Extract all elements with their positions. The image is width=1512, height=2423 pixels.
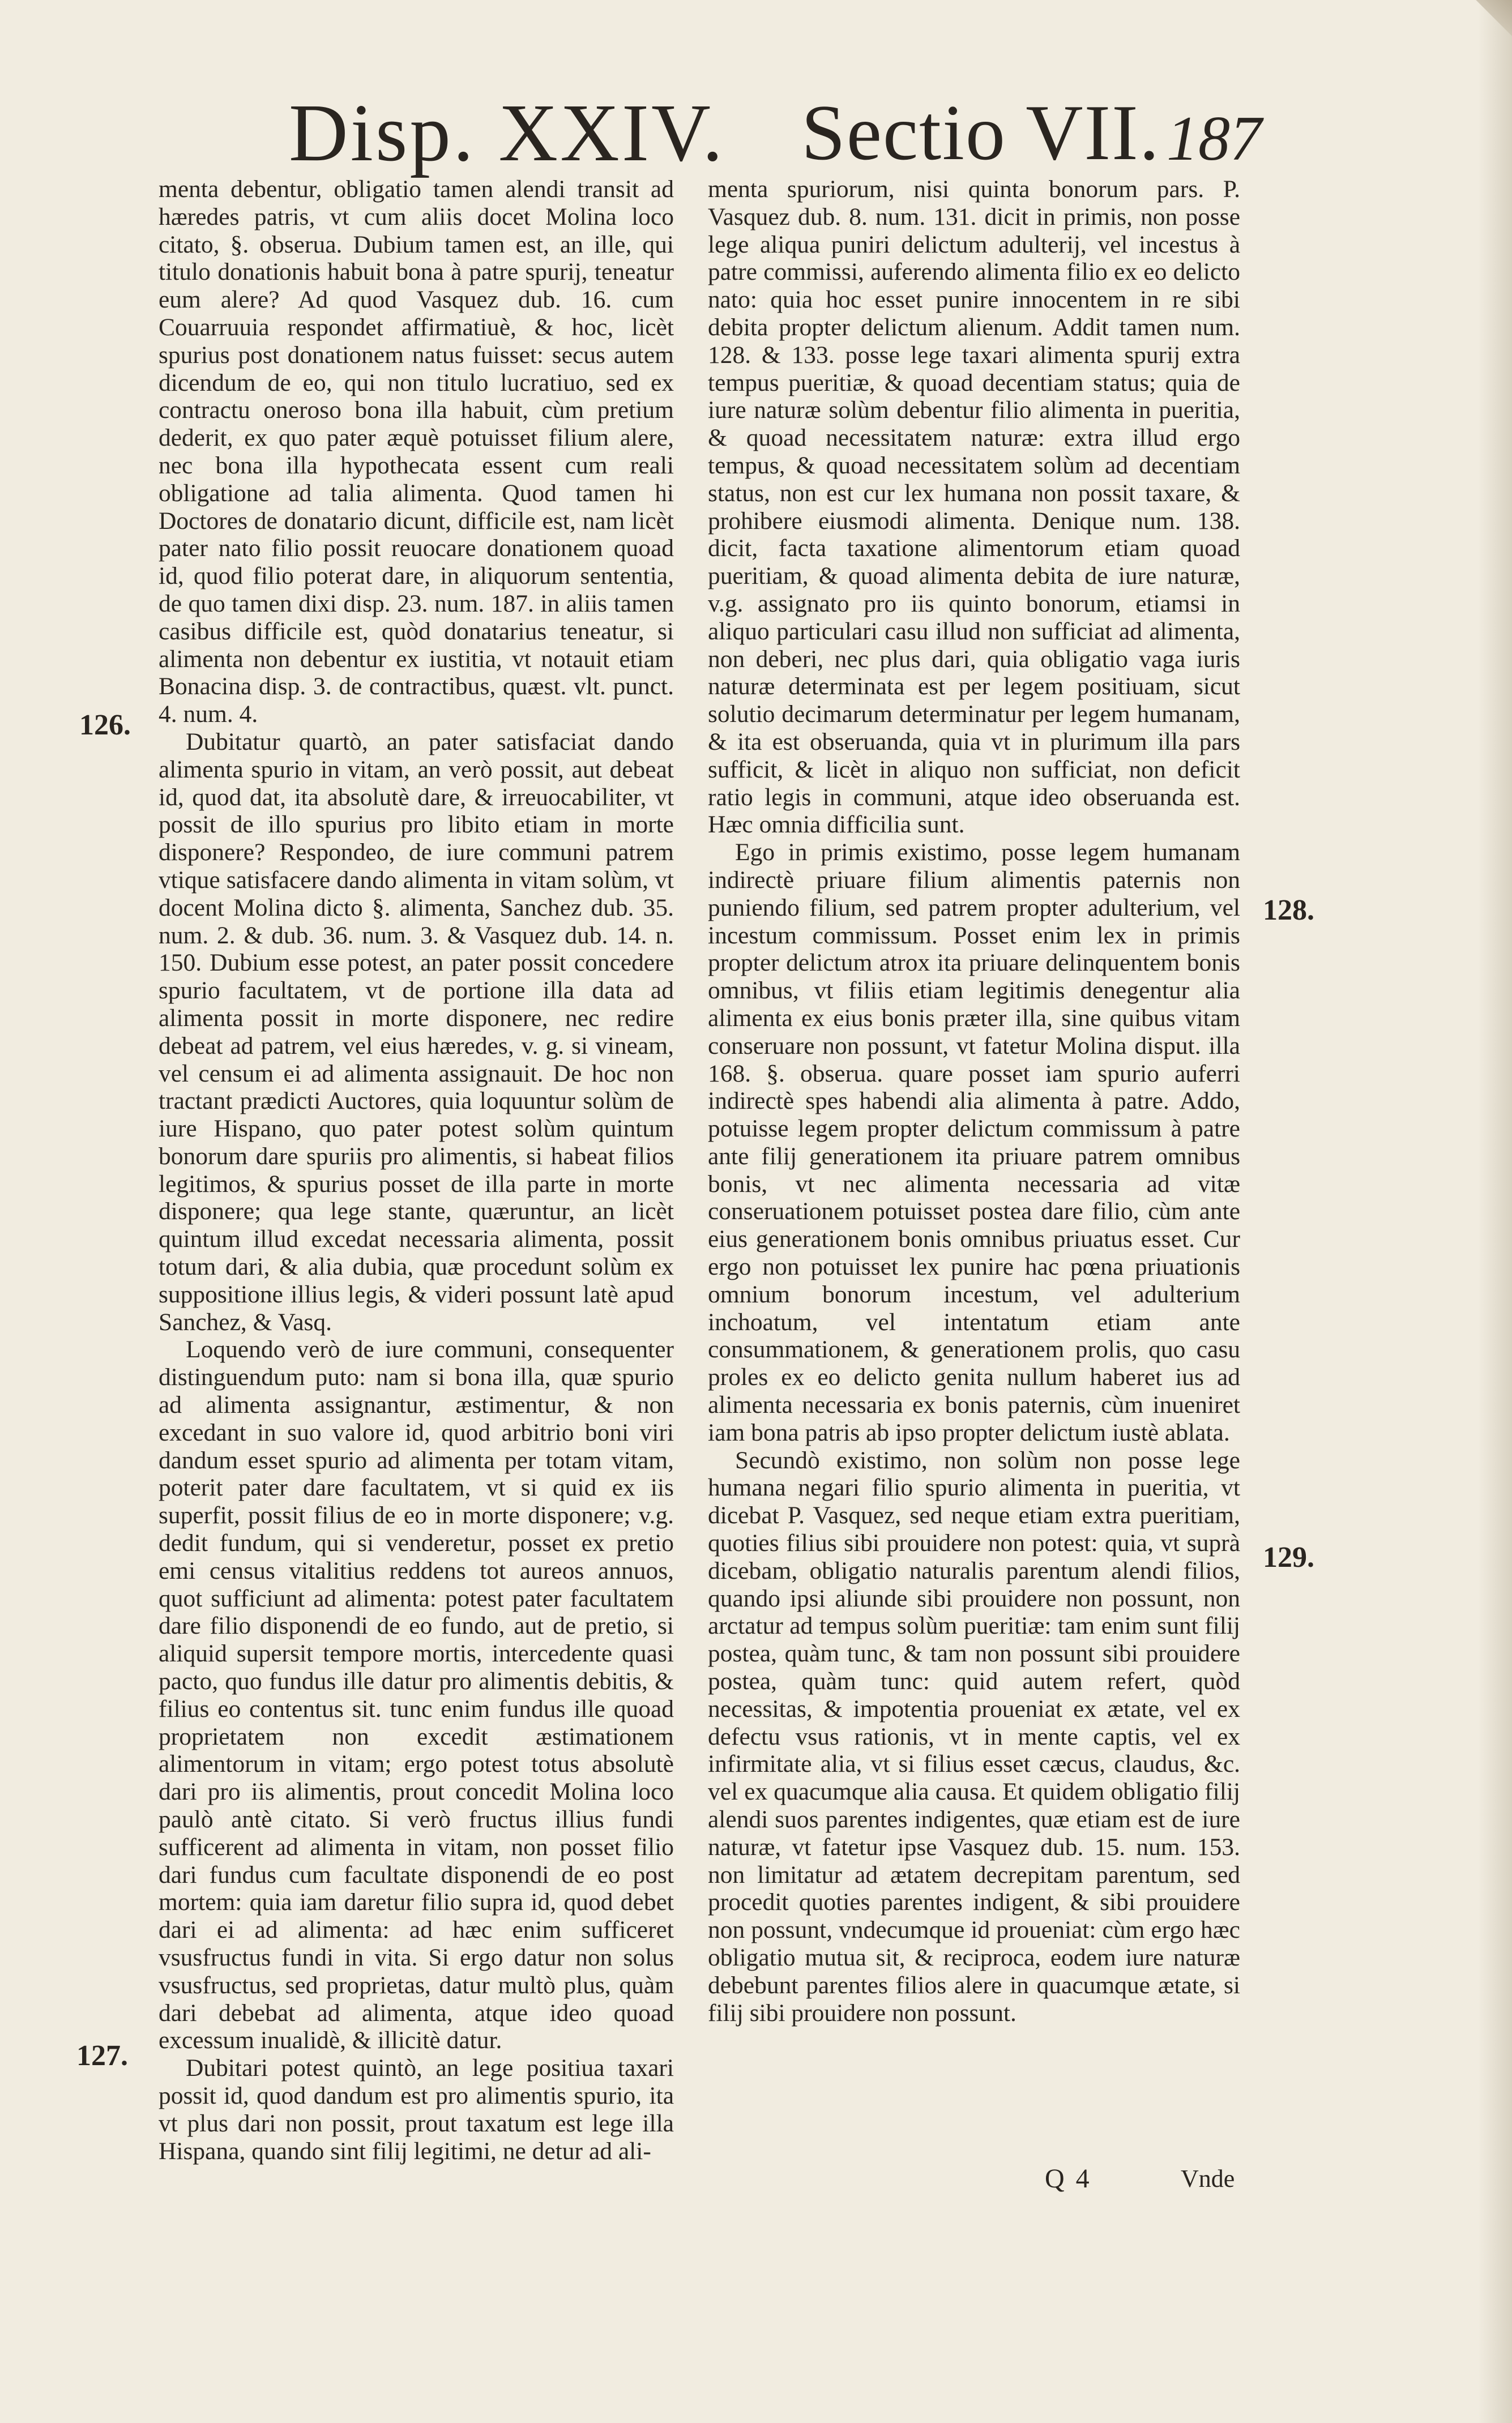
paragraph: Dubitari potest quintò, an lege positiua taxari possit id, quod dandum est pro alimentis spurio, ita vt plus dari non possit, prout taxatum est lege illa Hispana, quando sint filij legitimi, ne detur ad ali- — [159, 2054, 674, 2165]
paragraph: Ego in primis existimo, posse legem humanam indirectè priuare filium alimentis paternis non puniendo filium, sed patrem propter adulterium, vel incestum commissum. Posset enim lex in primis propter delictum atrox ita priuare delinquentem bonis omnibus, vt filiis etiam legitimis denegentur alia alimenta ex eius bonis præter illa, sine quibus vitam conseruare non possunt, vt fatetur Molina disput. illa 168. §. obserua. quare posset iam spurio auferri indirectè spes habendi alia alimenta à patre. Addo, potuisse legem propter delictum commissum à patre ante filij generationem ita priuare patrem omnibus bonis, vt nec alimenta necessaria ad vitæ conseruationem potuisset postea dare filio, cùm ante eius generationem bonis omnibus priuatus esset. Cur ergo non potuisset lex punire hac pœna priuationis omnium bonorum incestum, vel adulterium inchoatum, vel intentatum etiam ante consummationem, & generationem prolis, quo casu proles ex eo delicto genita nullum haberet ius ad alimenta necessaria ex bonis paternis, cùm inueniret iam bona patris ab ipso propter delictum iustè ablata. — [708, 839, 1240, 1446]
running-header — [0, 85, 1512, 181]
margin-number-126: 126. — [79, 709, 131, 741]
header-section: Sectio VII. — [801, 89, 1160, 177]
paragraph: Loquendo verò de iure communi, consequenter distinguendum puto: nam si bona illa, quæ spurio ad alimenta assignantur, æstimentur, & non excedant in suo valore id, quod arbitrio boni viri dandum esset spurio ad alimenta per totam vitam, poterit pater dare facultatem, vt si quid ex iis superfit, possit filius de eo in morte disponere; v.g. dedit fundum, qui si venderetur, posset ex pretio emi census vitalitius reddens tot aureos annuos, quot sufficiunt ad alimenta: potest pater facultatem dare filio disponendi de eo fundo, aut de pretio, si aliquid supersit tempore mortis, intercedente quasi pacto, quo fundus ille datur pro alimentis debitis, & filius eo contentus sit. tunc enim fundus ille quoad proprietatem non excedit æstimationem alimentorum in vitam; ergo potest totus absolutè dari pro iis alimentis, prout concedit Molina loco paulò antè citato. Si verò fructus illius fundi sufficerent ad alimenta in vitam, non posset filio dari fundus cum facultate disponendi de eo post mortem: quia iam daretur filio supra id, quod debet dari ei ad alimenta: ad hæc enim sufficeret vsusfructus fundi in vita. Si ergo datur non solus vsusfructus, sed proprietas, datur multò plus, quàm dari debebat ad alimenta, atque ideo quoad excessum inualidè, & illicitè datur. — [159, 1336, 674, 2054]
page-corner-fold — [1472, 0, 1512, 40]
paragraph: Dubitatur quartò, an pater satisfaciat dando alimenta spurio in vitam, an verò possit, aut debeat id, quod dat, ita absolutè dare, & irreuocabiliter, vt possit de illo spurius pro libito etiam in morte disponere? Respondeo, de iure communi patrem vtique satisfacere dando alimenta in vitam solùm, vt docent Molina dicto §. alimenta, Sanchez dub. 35. num. 2. & dub. 36. num. 3. & Vasquez dub. 14. n. 150. Dubium esse potest, an pater possit concedere spurio facultatem, vt de portione illa data ad alimenta possit in morte disponere, nec redire debeat ad patrem, vel eius hæredes, v. g. si vineam, vel censum ei ad alimenta assignauit. De hoc non tractant prædicti Auctores, quia loquuntur solùm de iure Hispano, quo pater potest solùm quintum bonorum dare spuriis pro alimentis, si habeat filios legitimos, & spurius posset de illa parte in morte disponere; qua lege stante, quæruntur, an licèt quintum illud excedat necessaria alimenta, possit totum dari, & alia dubia, quæ procedunt solùm ex suppositione illius legis, & videri possunt latè apud Sanchez, & Vasq. — [159, 728, 674, 1336]
right-column — [708, 176, 1240, 2027]
margin-number-128: 128. — [1263, 894, 1314, 926]
page-edge-shadow — [1478, 0, 1512, 2423]
margin-number-129: 129. — [1263, 1541, 1314, 1574]
paragraph: menta spuriorum, nisi quinta bonorum pars. P. Vasquez dub. 8. num. 131. dicit in primis, non posse lege aliqua puniri delictum adulterij, vel incestus à patre commissi, auferendo alimenta filio ex eo delicto nato: quia hoc esset punire innocentem in re sibi debita propter delictum alienum. Addit tamen num. 128. & 133. posse lege taxari alimenta spurij extra tempus pueritiæ, & quoad decentiam status; quia de iure naturæ solùm debentur filio alimenta in pueritia, & quoad necessitatem naturæ: extra illud ergo tempus, & quoad necessitatem solùm ad decentiam status, non est cur lex humana non possit taxare, & prohibere eiusmodi alimenta. Denique num. 138. dicit, facta taxatione alimentorum etiam quoad pueritiam, & quoad alimenta debita de iure naturæ, v.g. assignato pro iis quinto bonorum, etiamsi in aliquo particulari casu illud non sufficiat ad alimenta, non deberi, nec plus dari, quia obligatio vaga iuris naturæ determinata est per legem positiuam, sicut solutio decimarum determinatur per legem humanam, & ita est obseruanda, quia vt in plurimum illa pars sufficit, & licèt in aliquo non sufficiat, non deficit ratio legis in communi, atque ideo obseruanda est. Hæc omnia difficilia sunt. — [708, 176, 1240, 839]
left-column — [159, 176, 674, 2165]
margin-number-127: 127. — [76, 2040, 128, 2072]
signature-mark: Q 4 — [1045, 2164, 1092, 2194]
paragraph: Secundò existimo, non solùm non posse lege humana negari filio spurio alimenta in pueritia, vt dicebat P. Vasquez, sed neque etiam extra pueritiam, quoties filius sibi prouidere non potest: quia, vt suprà dicebam, obligatio naturalis parentum alendi filios, quando ipsi aliunde sibi prouidere non possunt, non arctatur ad tempus solùm pueritiæ: tam enim sunt filij postea, quàm tunc, & tam non possunt sibi prouidere postea, quàm tunc: quid autem refert, quòd necessitas, & impotentia proueniat ex ætate, vel ex defectu vsus rationis, vt in mente captis, vel ex infirmitate alia, vt si filius esset cæcus, claudus, &c. vel ex quacumque alia causa. Et quidem obligatio filij alendi suos parentes indigentes, quæ etiam est de iure naturæ, vt fatetur ipse Vasquez dub. 15. num. 153. non limitatur ad ætatem decrepitam parentum, sed procedit quoties parentes indigent, & sibi prouidere non possunt, vndecumque id proueniat: cùm ergo hæc obligatio mutua sit, & reciproca, eodem iure naturæ debebunt parentes filios alere in quacumque ætate, si filij sibi prouidere non possunt. — [708, 1446, 1240, 2027]
page-number: 187 — [1167, 104, 1262, 174]
header-disputation: Disp. XXIV. — [289, 88, 725, 178]
paragraph: menta debentur, obligatio tamen alendi transit ad hæredes patris, vt cum aliis docet Molina loco citato, §. obserua. Dubium tamen est, an ille, qui titulo donationis habuit bona à patre spurij, teneatur eum alere? Ad quod Vasquez dub. 16. cum Couarruuia respondet affirmatiuè, & hoc, licèt spurius post donationem natus fuisset: secus autem dicendum de eo, qui non titulo lucratiuo, sed ex contractu oneroso bona illa habuit, cùm pretium dederit, ex quo pater æquè potuisset filium alere, nec bona illa hypothecata essent cum reali obligatione ad talia alimenta. Quod tamen hi Doctores de donatario dicunt, difficile est, nam licèt pater nato filio possit reuocare donationem quoad id, quod filio poterat dare, in aliquorum sententia, de quo tamen dixi disp. 23. num. 187. in aliis tamen casibus difficile est, quòd donatarius teneatur, si alimenta non debentur ex iustitia, vt notauit etiam Bonacina disp. 3. de contractibus, quæst. vlt. punct. 4. num. 4. — [159, 176, 674, 728]
catchword: Vnde — [1181, 2165, 1235, 2193]
